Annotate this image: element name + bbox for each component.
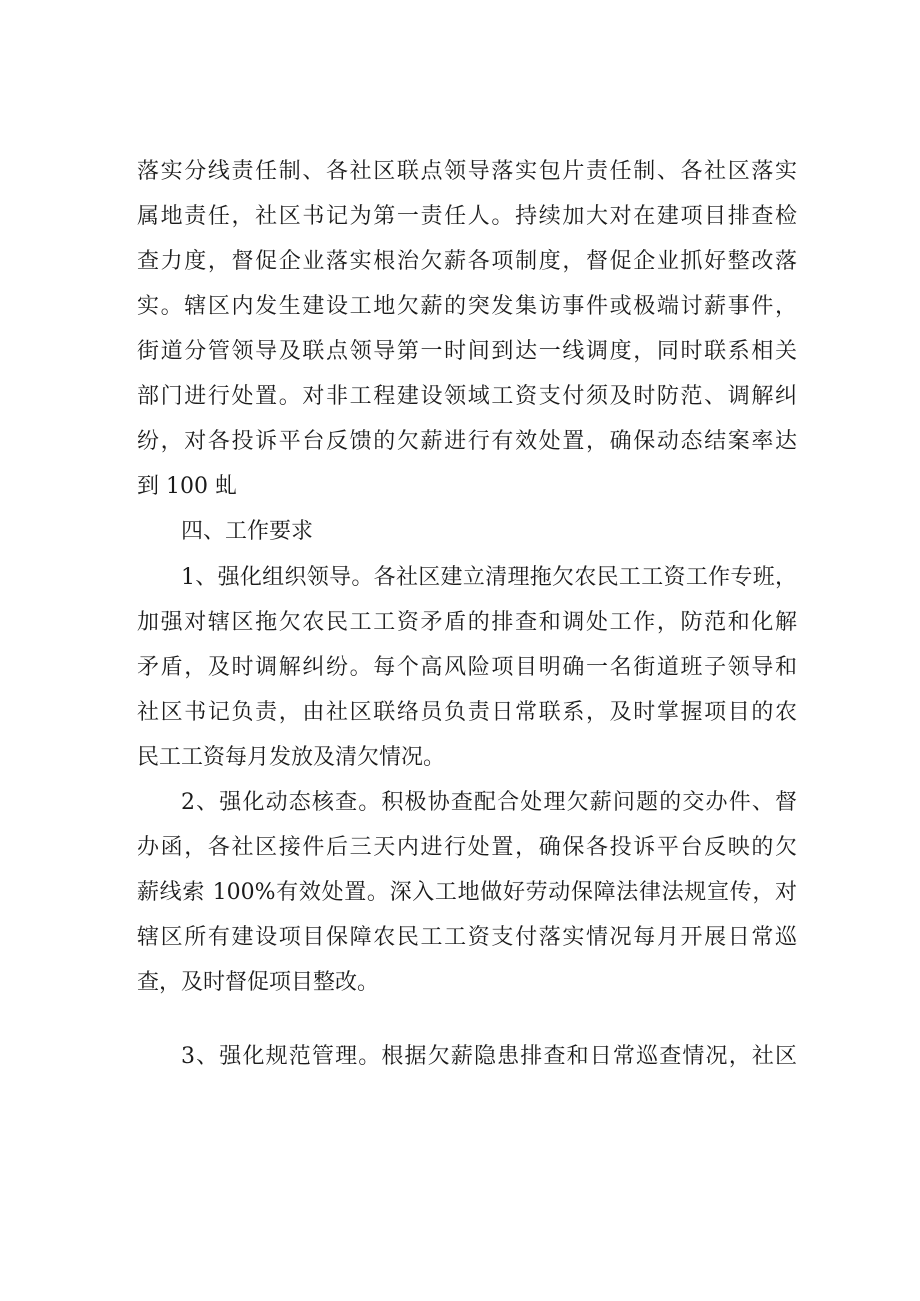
- paragraph-line: 查，及时督促项目整改。: [137, 970, 380, 995]
- paragraph-line: 属地责任，社区书记为第一责任人。持续加大对在建项目排查检: [137, 204, 797, 229]
- paragraph-line: 查力度，督促企业落实根治欠薪各项制度，督促企业抓好整改落: [137, 249, 797, 274]
- paragraph-line: 加强对辖区拖欠农民工工资矛盾的排查和调处工作，防范和化解: [137, 610, 797, 635]
- paragraph-line: 实。辖区内发生建设工地欠薪的突发集访事件或极端讨薪事件，: [137, 294, 797, 319]
- paragraph-line: 部门进行处置。对非工程建设领域工资支付须及时防范、调解纠: [137, 384, 797, 409]
- paragraph-line: 2、强化动态核查。积极协查配合处理欠薪问题的交办件、督: [181, 790, 797, 815]
- paragraph-line: 民工工资每月发放及清欠情况。: [137, 745, 446, 770]
- paragraph-line: 1、强化组织领导。各社区建立清理拖欠农民工工资工作专班，: [181, 565, 797, 590]
- paragraph-line: 辖区所有建设项目保障农民工工资支付落实情况每月开展日常巡: [137, 925, 797, 950]
- paragraph-line: 薪线索 100%有效处置。深入工地做好劳动保障法律法规宣传，对: [137, 880, 797, 905]
- paragraph-line: 矛盾，及时调解纠纷。每个高风险项目明确一名街道班子领导和: [137, 655, 797, 680]
- section-heading: 四、工作要求: [181, 519, 314, 544]
- paragraph-line: 落实分线责任制、各社区联点领导落实包片责任制、各社区落实: [137, 159, 797, 184]
- paragraph-line: 社区书记负责，由社区联络员负责日常联系，及时掌握项目的农: [137, 700, 797, 725]
- paragraph-line: 办函，各社区接件后三天内进行处置，确保各投诉平台反映的欠: [137, 835, 797, 860]
- paragraph-line: 3、强化规范管理。根据欠薪隐患排查和日常巡查情况，社区: [181, 1044, 797, 1069]
- paragraph-line: 街道分管领导及联点领导第一时间到达一线调度，同时联系相关: [137, 339, 797, 364]
- paragraph-line: 纷，对各投诉平台反馈的欠薪进行有效处置，确保动态结案率达: [137, 429, 797, 454]
- paragraph-line: 到 100 虬: [137, 474, 237, 499]
